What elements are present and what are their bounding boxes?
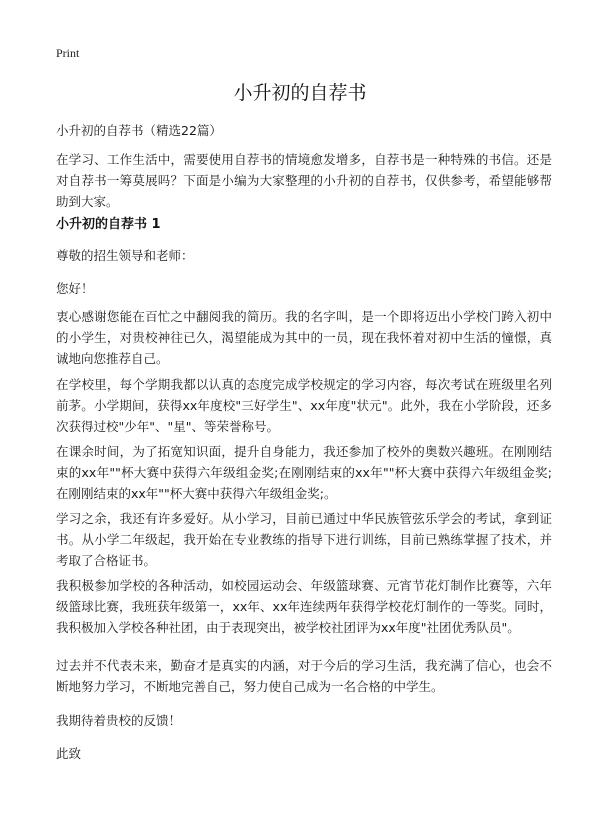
body-paragraph: 过去并不代表未来，勤奋才是真实的内涵，对于今后的学习生活，我充满了信心，也会不断地努力学习，不断地完善自己，努力使自己成为一名合格的中学生。	[56, 658, 552, 694]
document-title: 小升初的自荐书	[233, 82, 367, 104]
document-subtitle: 小升初的自荐书（精选22篇）	[56, 123, 222, 138]
body-paragraph: 衷心感谢您能在百忙之中翻阅我的简历。我的名字叫，是一个即将迈出小学校门跨入初中的小学生，对贵校神往已久，渴望能成为其中的一员，现在我怀着对初中生活的憧憬，真诚地向您推荐自己。	[56, 309, 552, 366]
body-paragraph: 在学校里，每个学期我都以认真的态度完成学校规定的学习内容，每次考试在班级里名列前茅。小学期间，获得xx年度校"三好学生"、xx年度"状元"。此外，我在小学阶段，还多次获得过校"少年"、"星"、等荣誉称号。	[56, 377, 552, 434]
print-link[interactable]: Print	[56, 46, 80, 60]
salutation: 尊敬的招生领导和老师：	[56, 248, 194, 263]
greeting: 您好！	[56, 281, 94, 296]
sign-off: 此致	[56, 746, 82, 761]
body-paragraph: 在课余时间，为了拓宽知识面，提升自身能力，我还参加了校外的奥数兴趣班。在刚刚结束的xx年""杯大赛中获得六年级组金奖;在刚刚结束的xx年""杯大赛中获得六年级组金奖;在刚刚结束的xx年""杯大赛中获得六年级组金奖;。	[56, 444, 552, 501]
body-paragraph: 学习之余，我还有许多爱好。从小学习，目前已通过中华民族管弦乐学会的考试，拿到证书。从小学二年级起，我开始在专业教练的指导下进行训练，目前已熟练掌握了技术，并考取了合格证书。	[56, 511, 552, 568]
closing-line: 我期待着贵校的反馈！	[56, 713, 182, 728]
section-heading: 小升初的自荐书 1	[56, 217, 161, 232]
intro-paragraph: 在学习、工作生活中，需要使用自荐书的情境愈发增多，自荐书是一种特殊的书信。还是对自荐书一筹莫展吗？下面是小编为大家整理的小升初的自荐书，仅供参考，希望能够帮助到大家。	[56, 152, 552, 209]
body-paragraph: 我积极参加学校的各种活动，如校园运动会、年级篮球赛、元宵节花灯制作比赛等，六年级篮球比赛，我班获年级第一，xx年、xx年连续两年获得学校花灯制作的一等奖。同时，我积极加入学校各种社团，由于表现突出，被学校社团评为xx年度"社团优秀队员"。	[56, 578, 552, 635]
